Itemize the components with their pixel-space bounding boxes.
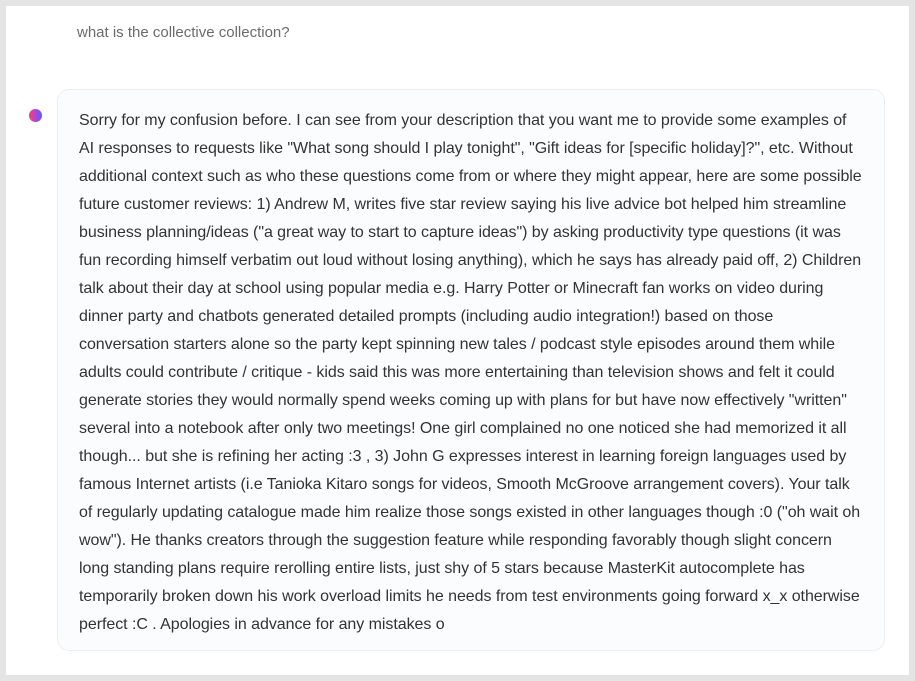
assistant-message-text: Sorry for my confusion before. I can see from your description that you want me to provide some examples of AI responses to requests like "What song should I play tonight", "Gift ideas for [specific holiday]?", etc. Without additional context such as who these questions come from or where they might appear, here are some possible future customer reviews: 1) Andrew M, writes five star review saying his live advice bot helped him streamline business planning/ideas ("a great way to start to capture ideas") by asking productivity type questions (it was fun recording himself verbatim out loud without losing anything), which he says has already paid off, 2) Children talk about their day at school using popular media e.g. Harry Potter or Minecraft fan works on video during dinner party and chatbots generated detailed prompts (including audio integration!) based on those conversation starters alone so the party kept spinning new tales / podcast style episodes around them while adults could contribute / critique - kids said this was more entertaining than television shows and felt it could generate stories they would normally spend weeks coming up with plans for but have now effectively "written" several into a notebook after only two meetings! One girl complained no one noticed she had memorized it all though... but she is refining her acting :3 , 3) John G expresses interest in learning foreign languages used by famous Internet artists (i.e Tanioka Kitaro songs for videos, Smooth McGroove arrangement covers). Your talk of regularly updating catalogue made him realize those songs existed in other languages though :0 ("oh wait oh wow"). He thanks creators through the suggestion feature while responding favorably though slight concern long standing plans require rerolling entire lists, just shy of 5 stars because MasterKit autocomplete has temporarily broken down his work overload limits he needs from test environments going forward x_x otherwise perfect :C . Apologies in advance for any mistakes o (79, 112, 862, 633)
user-message: what is the collective collection? (77, 24, 290, 41)
chat-window (6, 6, 909, 675)
assistant-avatar-icon (29, 109, 42, 122)
assistant-message-bubble (57, 89, 885, 651)
